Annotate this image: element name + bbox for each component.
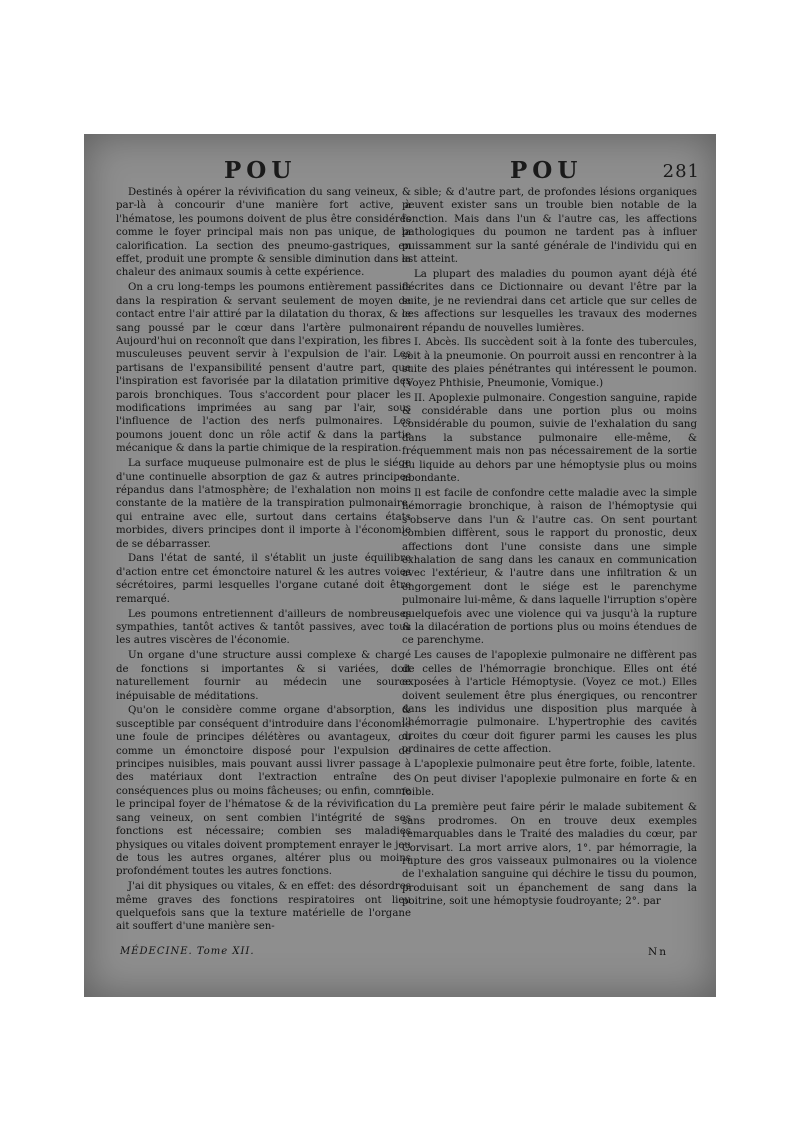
paragraph: J'ai dit physiques ou vitales, & en effet: des désordres même graves des fonctions respiratoires ont lieu quelquefois sans que la texture matérielle de l'organe ait souffert d'une manière sen- bbox=[116, 881, 411, 933]
paragraph: sible; & d'autre part, de profondes lésions organiques peuvent exister sans un trouble bien notable de la fonction. Mais dans l'un & l'autre cas, les affections pathologiques du poumon ne tardent pas à influer puissamment sur la santé générale de l'individu qui en est atteint. bbox=[402, 187, 697, 266]
paragraph: Les causes de l'apoplexie pulmonaire ne diffèrent pas de celles de l'hémorragie bronchique. Elles ont été exposées à l'article Hémoptysie. (Voyez ce mot.) Elles doivent seulement être plus énergiques, ou rencontrer dans les individus une disposition plus marquée à l'hémorragie pulmonaire. L'hypertrophie des cavités droites du cœur doit figurer parmi les causes les plus ordinaires de cette affection. bbox=[402, 650, 697, 756]
left-column bbox=[116, 186, 411, 935]
page-number: 281 bbox=[662, 161, 700, 182]
paragraph: Dans l'état de santé, il s'établit un juste équilibre d'action entre cet émonctoire naturel & les autres voies sécrétoires, parmi lesquelles l'organe cutané doit être remarqué. bbox=[116, 553, 411, 605]
paragraph: II. Apoplexie pulmonaire. Congestion sanguine, rapide & considérable dans une portion plus ou moins considérable du poumon, suivie de l'exhalation du sang dans la substance pulmonaire elle-même, & fréquemment mais non pas nécessairement de la sortie du liquide au dehors par une hémoptysie plus ou moins abondante. bbox=[402, 392, 697, 485]
running-head-right: POU bbox=[510, 157, 583, 184]
signature-mark: Nn bbox=[648, 946, 668, 958]
paragraph: Un organe d'une structure aussi complexe & chargé de fonctions si importantes & si variées, doit naturellement fournir au médecin une source inépuisable de méditations. bbox=[116, 650, 411, 702]
paragraph: Destinés à opérer la révivification du sang veineux, & par-là à concourir d'une manière fort active, à l'hématose, les poumons doivent de plus être considérés comme le foyer principal mais non pas unique, de la calorification. La section des pneumo-gastriques, en effet, produit une prompte & sensible diminution dans la chaleur des animaux soumis à cette expérience. bbox=[116, 187, 411, 279]
paragraph: I. Abcès. Ils succèdent soit à la fonte des tubercules, soit à la pneumonie. On pourroit aussi en rencontrer à la suite des plaies pénétrantes qui intéressent le poumon. (Voyez Phthisie, Pneumonie, Vomique.) bbox=[402, 337, 697, 389]
paragraph: On peut diviser l'apoplexie pulmonaire en forte & en foible. bbox=[402, 773, 697, 799]
running-head-left: POU bbox=[224, 157, 297, 184]
paragraph: On a cru long-temps les poumons entièrement passifs dans la respiration & servant seulement de moyen de contact entre l'air attiré par la dilatation du thorax, & le sang poussé par le cœur dans l'artère pulmonaire. Aujourd'hui on reconnoît que dans l'expiration, les fibres musculeuses peuvent servir à l'expulsion de l'air. Les partisans de l'expansibilité pensent d'autre part, que l'inspiration est favorisée par la dilatation primitive des parois bronchiques. Tous s'accordent pour placer les modifications imprimées au sang par l'air, sous l'influence de l'action des nerfs pulmonaires. Les poumons jouent donc un rôle actif & dans la partie mécanique & dans la partie chimique de la respiration. bbox=[116, 282, 411, 455]
paragraph: La surface muqueuse pulmonaire est de plus le siége d'une continuelle absorption de gaz & autres principes répandus dans l'atmosphère; de l'exhalation non moins constante de la matière de la transpiration pulmonaire, qui entraine avec elle, surtout dans certains états morbides, divers principes dont il importe à l'économie de se débarrasser. bbox=[116, 458, 411, 550]
signature-line: MÉDECINE. Tome XII. bbox=[120, 946, 255, 957]
paragraph: La première peut faire périr le malade subitement & sans prodromes. On en trouve deux exemples remarquables dans le Traité des maladies du cœur, par Corvisart. La mort arrive alors, 1°. par hémorragie, la rupture des gros vaisseaux pulmonaires ou la violence de l'exhalation sanguine qui déchire le tissu du poumon, produisant soit un épanchement de sang dans la poitrine, soit une hémoptysie foudroyante; 2°. par bbox=[402, 802, 697, 908]
paragraph: Il est facile de confondre cette maladie avec la simple hémorragie bronchique, à raison de l'hémoptysie qui s'observe dans l'un & l'autre cas. On sent pourtant combien diffèrent, sous le rapport du pronostic, deux affections dont l'une consiste dans une simple exhalation de sang dans les canaux en communication avec l'extérieur, & l'autre dans une infiltration & un engorgement dont le siége est le parenchyme pulmonaire lui-même, & dans laquelle l'irruption s'opère quelquefois avec une violence qui va jusqu'à la rupture & la dilacération de portions plus ou moins étendues de ce parenchyme. bbox=[402, 487, 697, 647]
right-column bbox=[402, 186, 697, 910]
paragraph: Qu'on le considère comme organe d'absorption, & susceptible par conséquent d'introduire dans l'économie une foule de principes délétères ou avantageux, ou comme un émonctoire disposé pour l'expulsion de principes nuisibles, mais pouvant aussi livrer passage à des matériaux dont l'extraction entraîne des conséquences plus ou moins fâcheuses; ou enfin, comme le principal foyer de l'hématose & de la révivification du sang veineux, on sent combien l'intégrité de ses fonctions est nécessaire; combien ses maladies physiques ou vitales doivent promptement enrayer le jeu de tous les autres organes, altérer plus ou moins profondément toutes les autres fonctions. bbox=[116, 705, 411, 878]
scanned-page bbox=[84, 134, 716, 997]
paragraph: La plupart des maladies du poumon ayant déjà été décrites dans ce Dictionnaire ou devant l'être par la suite, je ne reviendrai dans cet article que sur celles de ces affections sur lesquelles les travaux des modernes ont répandu de nouvelles lumières. bbox=[402, 268, 697, 334]
paragraph: L'apoplexie pulmonaire peut être forte, foible, latente. bbox=[414, 759, 696, 771]
paragraph: Les poumons entretiennent d'ailleurs de nombreuses sympathies, tantôt actives & tantôt passives, avec tous les autres viscères de l'économie. bbox=[116, 608, 411, 647]
